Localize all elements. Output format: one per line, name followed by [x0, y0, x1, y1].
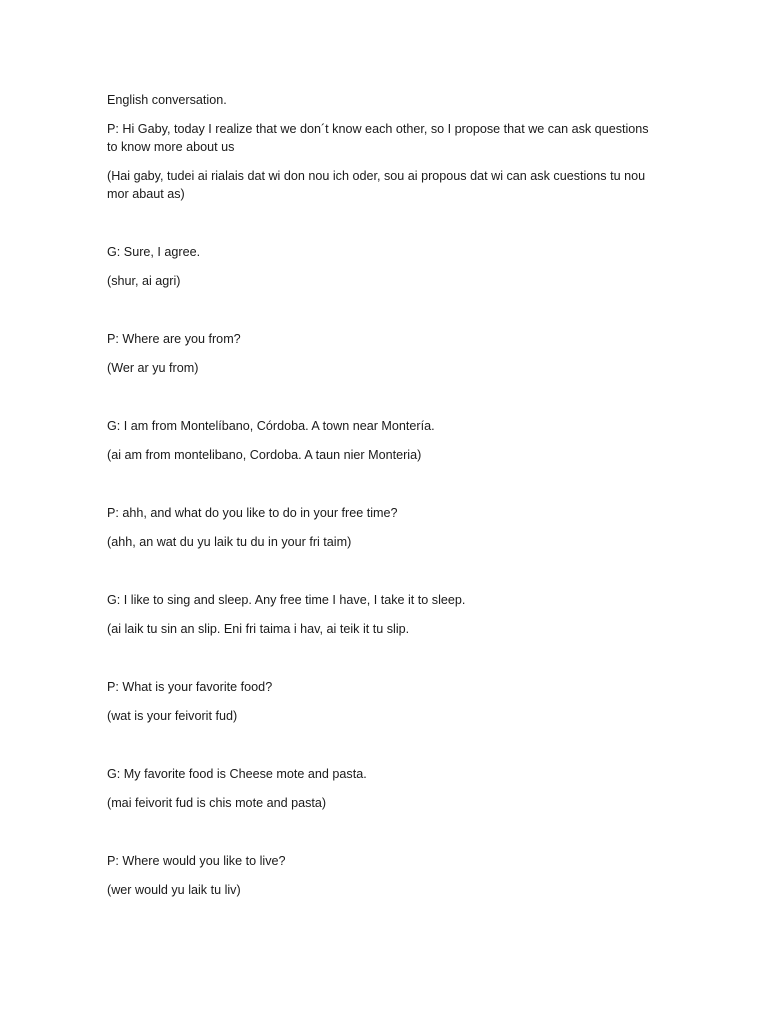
spacer	[107, 475, 655, 504]
spacer	[107, 301, 655, 330]
spacer	[107, 823, 655, 852]
exchange-line: G: I am from Montelíbano, Córdoba. A town near Montería.	[107, 419, 435, 433]
exchange-line: G: I like to sing and sleep. Any free time I have, I take it to sleep.	[107, 593, 466, 607]
exchange-line: P: ahh, and what do you like to do in your free time?	[107, 506, 398, 520]
exchange-pronunciation: (ai laik tu sin an slip. Eni fri taima i hav, ai teik it tu slip.	[107, 622, 410, 636]
exchange-line: G: My favorite food is Cheese mote and pasta.	[107, 767, 367, 781]
exchange-pronunciation: (ahh, an wat du yu laik tu du in your fri taim)	[107, 535, 352, 549]
spacer	[107, 649, 655, 678]
exchange-pronunciation: (wer would yu laik tu liv)	[107, 883, 241, 897]
spacer	[107, 736, 655, 765]
document-body	[107, 91, 655, 910]
exchange-pronunciation: (mai feivorit fud is chis mote and pasta)	[107, 796, 327, 810]
exchange-line: G: Sure, I agree.	[107, 245, 201, 259]
exchange-line: P: Where would you like to live?	[107, 854, 286, 868]
exchange-pronunciation: (ai am from montelibano, Cordoba. A taun nier Monteria)	[107, 448, 422, 462]
document-title: English conversation.	[107, 93, 227, 107]
spacer	[107, 388, 655, 417]
exchange-pronunciation: (wat is your feivorit fud)	[107, 709, 238, 723]
intro-line: P: Hi Gaby, today I realize that we don´t know each other, so I propose that we can ask questions to know more about us	[107, 122, 649, 154]
spacer	[107, 562, 655, 591]
exchange-pronunciation: (shur, ai agri)	[107, 274, 181, 288]
spacer	[107, 214, 655, 243]
exchange-pronunciation: (Wer ar yu from)	[107, 361, 199, 375]
intro-pronunciation: (Hai gaby, tudei ai rialais dat wi don nou ich oder, sou ai propous dat wi can ask cuestions tu nou mor abaut as)	[107, 169, 646, 201]
exchange-line: P: Where are you from?	[107, 332, 241, 346]
exchange-line: P: What is your favorite food?	[107, 680, 273, 694]
